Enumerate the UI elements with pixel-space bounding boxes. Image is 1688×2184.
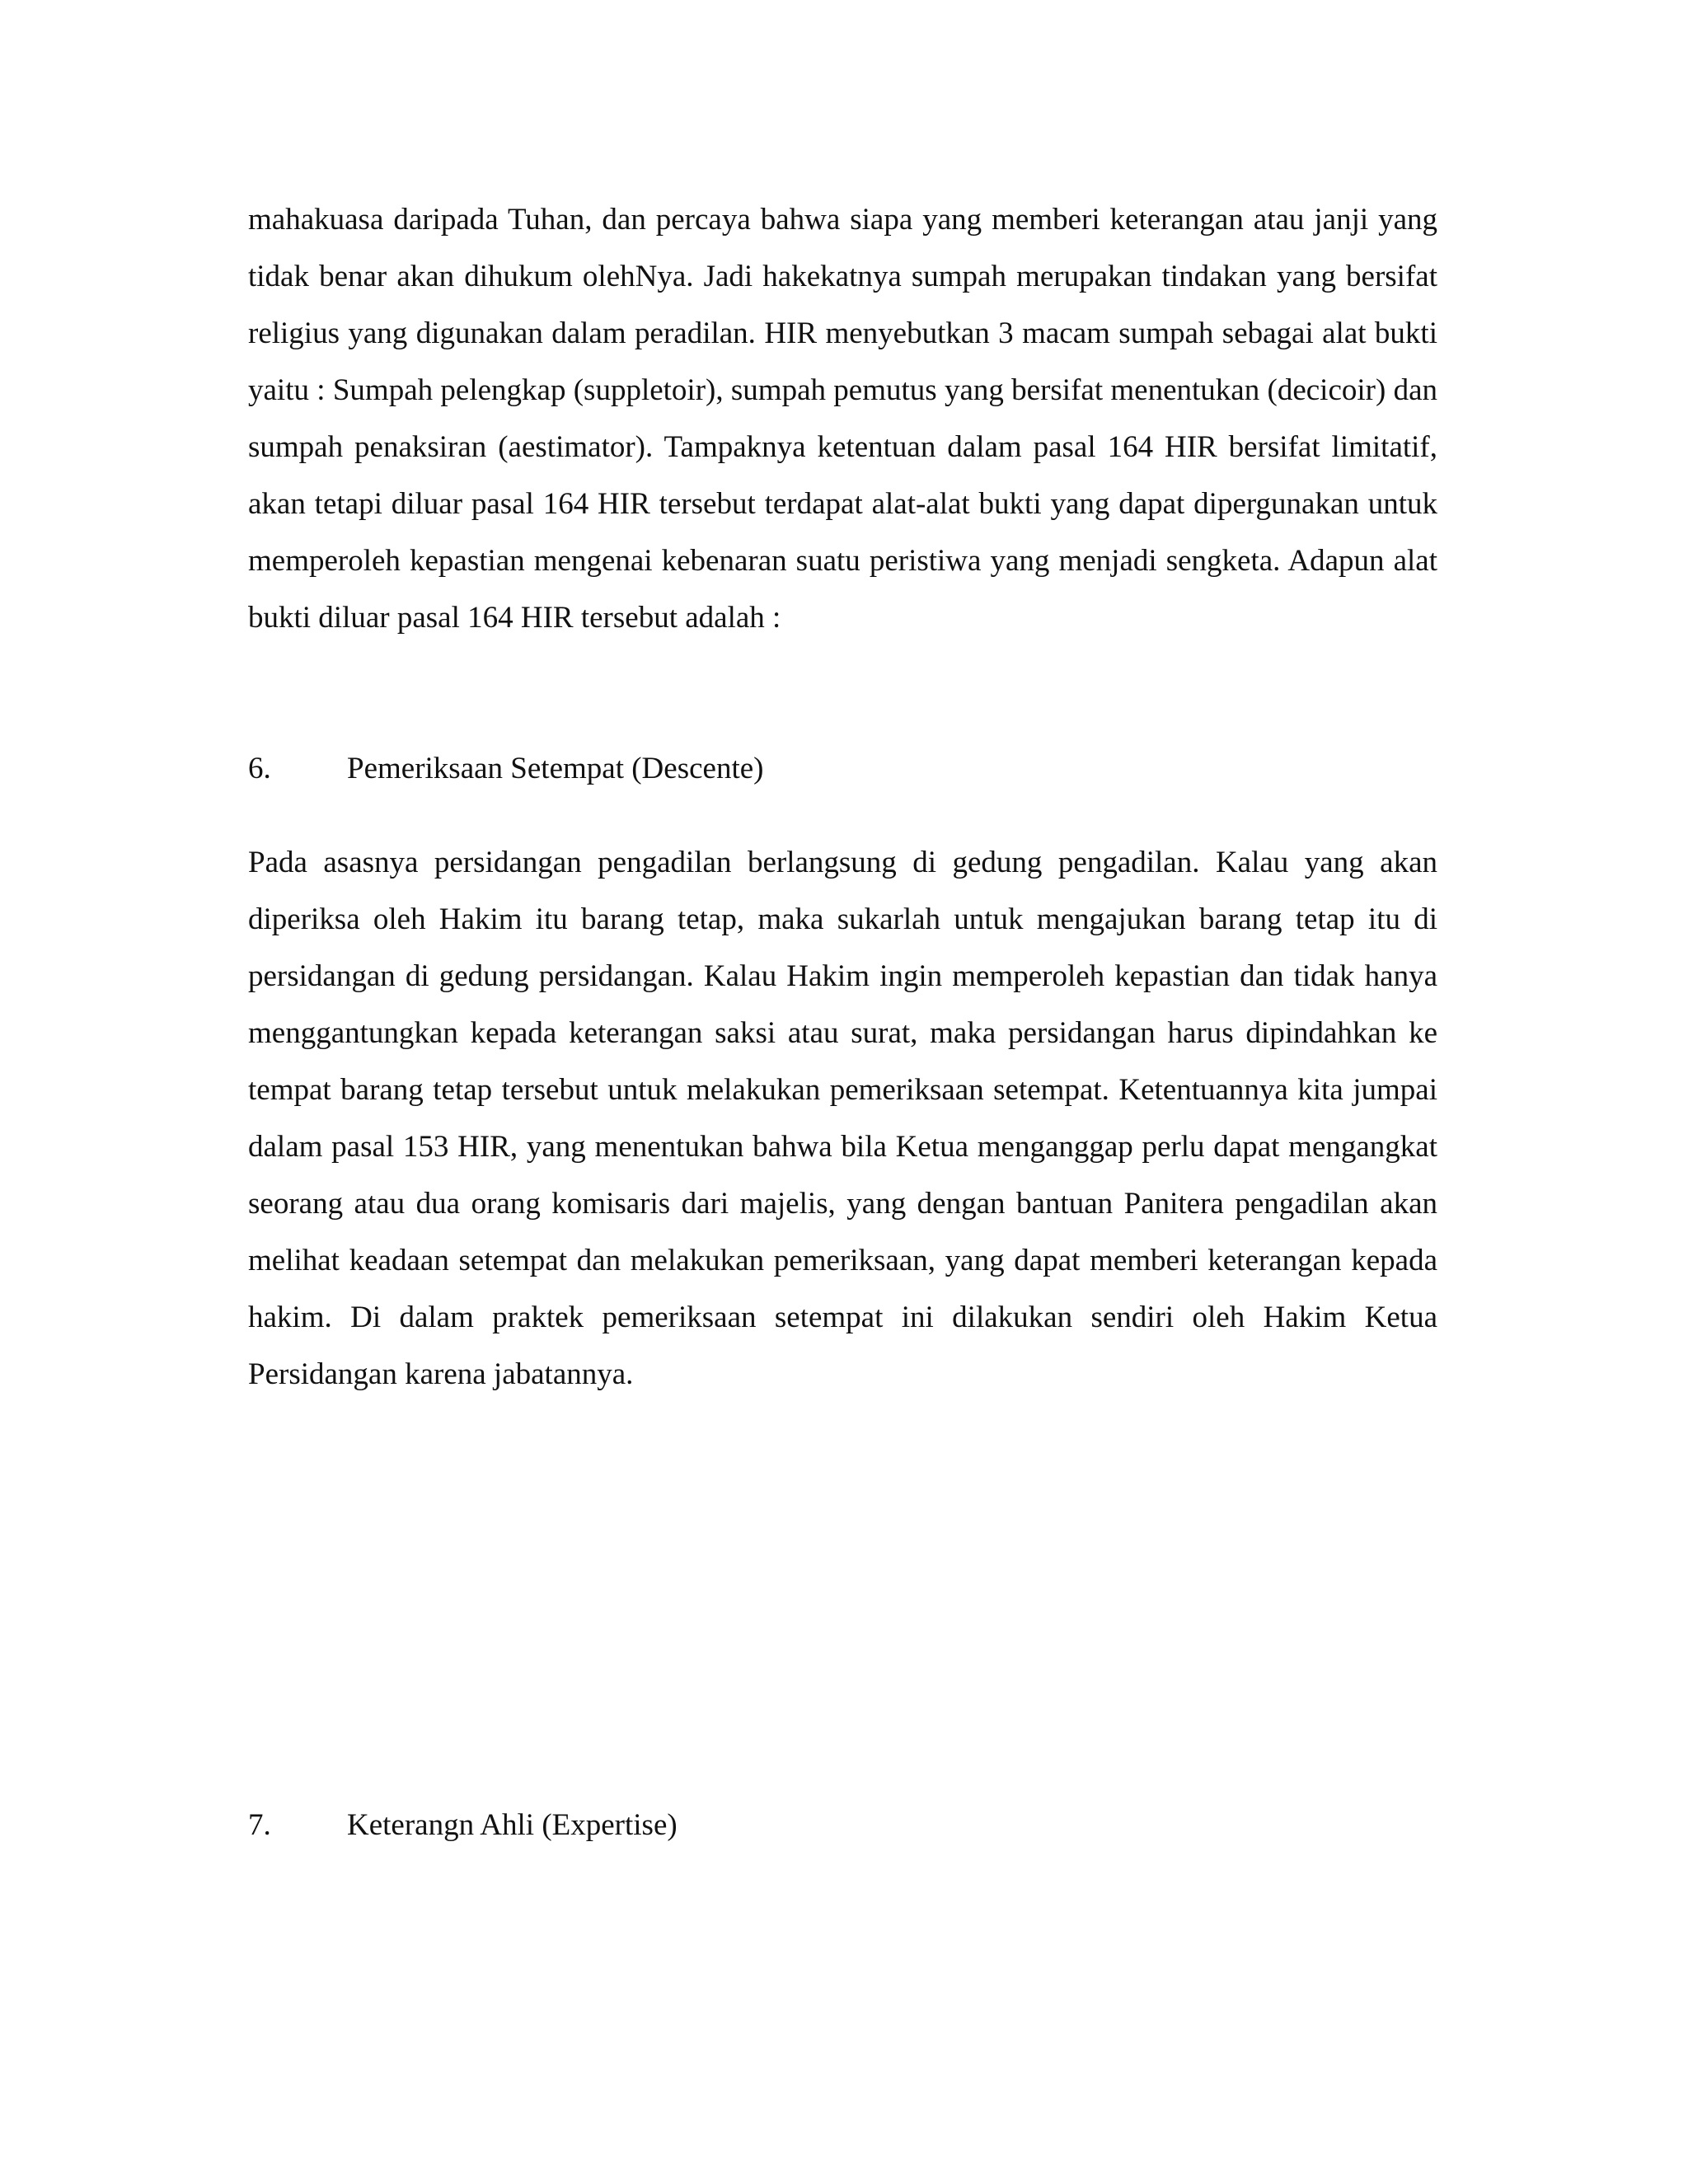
section-heading-6 <box>248 740 763 797</box>
section-title: Keterangn Ahli (Expertise) <box>347 1808 678 1842</box>
paragraph-pemeriksaan-setempat: Pada asasnya persidangan pengadilan berlangsung di gedung pengadilan. Kalau yang akan diperiksa oleh Hakim itu barang tetap, maka sukarlah untuk mengajukan barang tetap itu di persidangan di gedung persidangan. Kalau Hakim ingin memperoleh kepastian dan tidak hanya menggantungkan kepada keterangan saksi atau surat, maka persidangan harus dipindahkan ke tempat barang tetap tersebut untuk melakukan pemeriksaan setempat. Ketentuannya kita jumpai dalam pasal 153 HIR, yang menentukan bahwa bila Ketua menganggap perlu dapat mengangkat seorang atau dua orang komisaris dari majelis, yang dengan bantuan Panitera pengadilan akan melihat keadaan setempat dan melakukan pemeriksaan, yang dapat memberi keterangan kepada hakim. Di dalam praktek pemeriksaan setempat ini dilakukan sendiri oleh Hakim Ketua Persidangan karena jabatannya. <box>248 846 1437 1391</box>
section-number: 6. <box>248 752 271 785</box>
section-heading-7 <box>248 1797 678 1854</box>
section-number: 7. <box>248 1808 271 1842</box>
section-title: Pemeriksaan Setempat (Descente) <box>347 752 764 785</box>
paragraph-sumpah: mahakuasa daripada Tuhan, dan percaya bahwa siapa yang memberi keterangan atau janji yang tidak benar akan dihukum olehNya. Jadi hakekatnya sumpah merupakan tindakan yang bersifat religius yang digunakan dalam peradilan. HIR menyebutkan 3 macam sumpah sebagai alat bukti yaitu : Sumpah pelengkap (suppletoir), sumpah pemutus yang bersifat menentukan (decicoir) dan sumpah penaksiran (aestimator). Tampaknya ketentuan dalam pasal 164 HIR bersifat limitatif, akan tetapi diluar pasal 164 HIR tersebut terdapat alat-alat bukti yang dapat dipergunakan untuk memperoleh kepastian mengenai kebenaran suatu peristiwa yang menjadi sengketa. Adapun alat bukti diluar pasal 164 HIR tersebut adalah : <box>248 203 1437 635</box>
